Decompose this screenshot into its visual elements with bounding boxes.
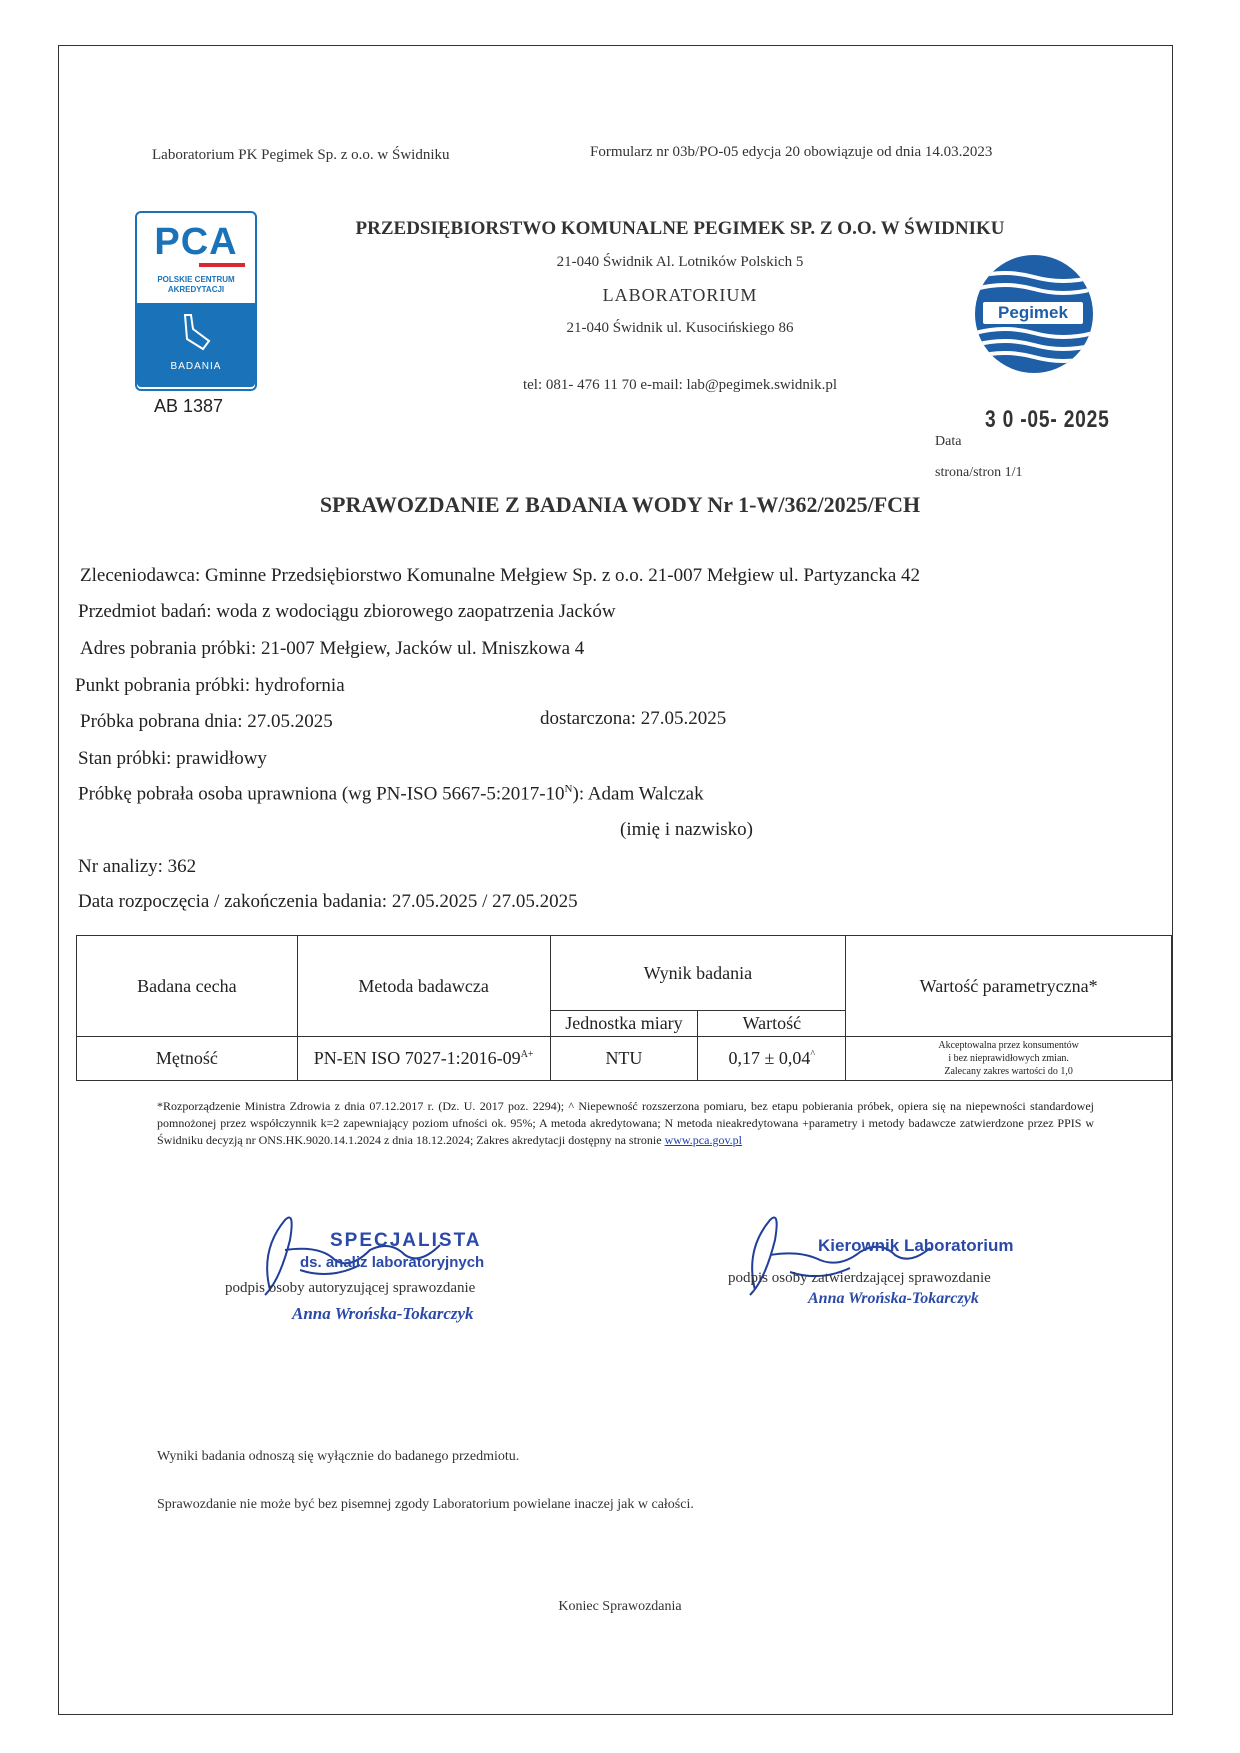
sampler-field	[78, 783, 704, 805]
pca-logo-line1: POLSKIE CENTRUM	[157, 275, 235, 284]
date-label: Data	[935, 434, 962, 449]
pca-logo-stripe	[199, 263, 245, 267]
company-address2: 21-040 Świdnik ul. Kusocińskiego 86	[566, 320, 794, 336]
end-of-report: Koniec Sprawozdania	[558, 1599, 682, 1614]
sampling-point-field: Punkt pobrania próbki: hydrofornia	[75, 675, 345, 696]
report-title: SPRAWOZDANIE Z BADANIA WODY Nr 1-W/362/2025/FCH	[319, 492, 921, 517]
cell-value-text: 0,17 ± 0,04	[728, 1048, 811, 1068]
pegimek-logo	[975, 255, 1093, 373]
lab-name-header: Laboratorium PK Pegimek Sp. z o.o. w Świdniku	[152, 147, 450, 163]
flask-icon	[175, 311, 217, 353]
left-stamp-title: SPECJALISTA	[330, 1230, 482, 1251]
header-method: Metoda badawcza	[297, 936, 550, 1037]
header-param: Wartość parametryczna*	[846, 936, 1172, 1037]
footnote	[157, 1098, 1094, 1149]
pca-logo-brand: PCA	[154, 221, 238, 263]
stamp-date: 3 0 -05- 2025	[985, 406, 1110, 433]
left-signature-label: podpis osoby autoryzującej sprawozdanie	[225, 1280, 476, 1296]
sampled-date-field: Próbka pobrana dnia: 27.05.2025	[80, 711, 333, 732]
company-address1: 21-040 Świdnik Al. Lotników Polskich 5	[556, 254, 804, 270]
pca-logo	[135, 211, 257, 391]
cell-value-sup: ^	[810, 1049, 816, 1060]
pca-logo-panel	[137, 303, 255, 387]
right-signature-name: Anna Wrońska-Tokarczyk	[808, 1290, 979, 1307]
cell-param-line1: Akceptowalna przez konsumentów	[938, 1040, 1079, 1051]
header-feature: Badana cecha	[77, 936, 298, 1037]
lab-title: LABORATORIUM	[602, 285, 758, 305]
header-result: Wynik badania	[550, 936, 846, 1011]
sampler-prefix: Próbkę pobrała osoba uprawniona (wg PN-ISO 5667-5:2017-10	[78, 783, 565, 805]
analysis-number-field: Nr analizy: 362	[78, 856, 197, 877]
page-info: strona/stron 1/1	[935, 465, 1023, 480]
name-hint: (imię i nazwisko)	[620, 819, 753, 840]
sampler-suffix: ): Adam Walczak	[572, 783, 704, 805]
closing-note-2: Sprawozdanie nie może być bez pisemnej zgody Laboratorium powielane inaczej jak w całości.	[157, 1497, 694, 1512]
cell-value	[698, 1037, 846, 1081]
cell-feature: Mętność	[77, 1037, 298, 1081]
cell-param	[846, 1037, 1172, 1081]
cell-param-line3: Zalecany zakres wartości do 1,0	[944, 1066, 1073, 1077]
cell-method	[297, 1037, 550, 1081]
company-name: PRZEDSIĘBIORSTWO KOMUNALNE PEGIMEK SP. Z O.O. W ŚWIDNIKU	[355, 218, 1005, 239]
delivered-date-field: dostarczona: 27.05.2025	[540, 708, 727, 729]
sampling-address-field: Adres pobrania próbki: 21-007 Mełgiew, Jacków ul. Mniszkowa 4	[80, 638, 585, 659]
closing-note-1: Wyniki badania odnoszą się wyłącznie do badanego przedmiotu.	[157, 1449, 520, 1464]
pca-logo-section: BADANIA	[170, 361, 222, 372]
header-unit: Jednostka miary	[550, 1011, 698, 1037]
results-table	[76, 935, 1172, 1081]
left-stamp-sub: ds. analiz laboratoryjnych	[300, 1254, 485, 1271]
sampler-sup: N	[564, 783, 573, 795]
table-row	[77, 1037, 1172, 1081]
pegimek-logo-text: Pegimek	[981, 300, 1085, 326]
sample-state-field: Stan próbki: prawidłowy	[78, 748, 267, 769]
test-dates-field: Data rozpoczęcia / zakończenia badania: 27.05.2025 / 27.05.2025	[78, 891, 578, 912]
subject-field: Przedmiot badań: woda z wodociągu zbiorowego zaopatrzenia Jacków	[78, 601, 616, 622]
company-contact: tel: 081- 476 11 70 e-mail: lab@pegimek.swidnik.pl	[522, 377, 838, 393]
cell-method-sup: A+	[520, 1049, 534, 1060]
cell-unit: NTU	[550, 1037, 698, 1081]
client-field: Zleceniodawca: Gminne Przedsiębiorstwo Komunalne Mełgiew Sp. z o.o. 21-007 Mełgiew ul. Partyzancka 42	[80, 565, 921, 586]
right-signature-label: podpis osoby zatwierdzającej sprawozdanie	[728, 1270, 991, 1286]
pca-logo-line2: AKREDYTACJI	[167, 285, 225, 294]
right-stamp-title: Kierownik Laboratorium	[818, 1236, 1014, 1255]
accreditation-number: AB 1387	[154, 396, 224, 416]
pca-website-link[interactable]: www.pca.gov.pl	[664, 1133, 743, 1147]
table-header-row	[77, 936, 1172, 1011]
form-info-header: Formularz nr 03b/PO-05 edycja 20 obowiązuje od dnia 14.03.2023	[590, 144, 993, 160]
cell-method-text: PN-EN ISO 7027-1:2016-09	[313, 1048, 521, 1068]
footnote-text: *Rozporządzenie Ministra Zdrowia z dnia 07.12.2017 r. (Dz. U. 2017 poz. 2294); ^ Niepewność rozszerzona pomiaru, bez etapu pobierania próbek, opiera się na niepewności standardowej pomnożonej przez współczynnik k=2 zapewniający poziom ufności ok. 95%; A metoda akredytowana; N metoda nieakredytowana +parametry i metody badawcze zatwierdzone przez PPIS w Świdniku decyzją nr ONS.HK.9020.14.1.2024 z dnia 18.12.2024; Zakres akredytacji dostępny na stronie	[157, 1099, 1094, 1147]
left-signature-name: Anna Wrońska-Tokarczyk	[292, 1304, 474, 1323]
cell-param-line2: i bez nieprawidłowych zmian.	[948, 1053, 1069, 1064]
header-value: Wartość	[698, 1011, 846, 1037]
